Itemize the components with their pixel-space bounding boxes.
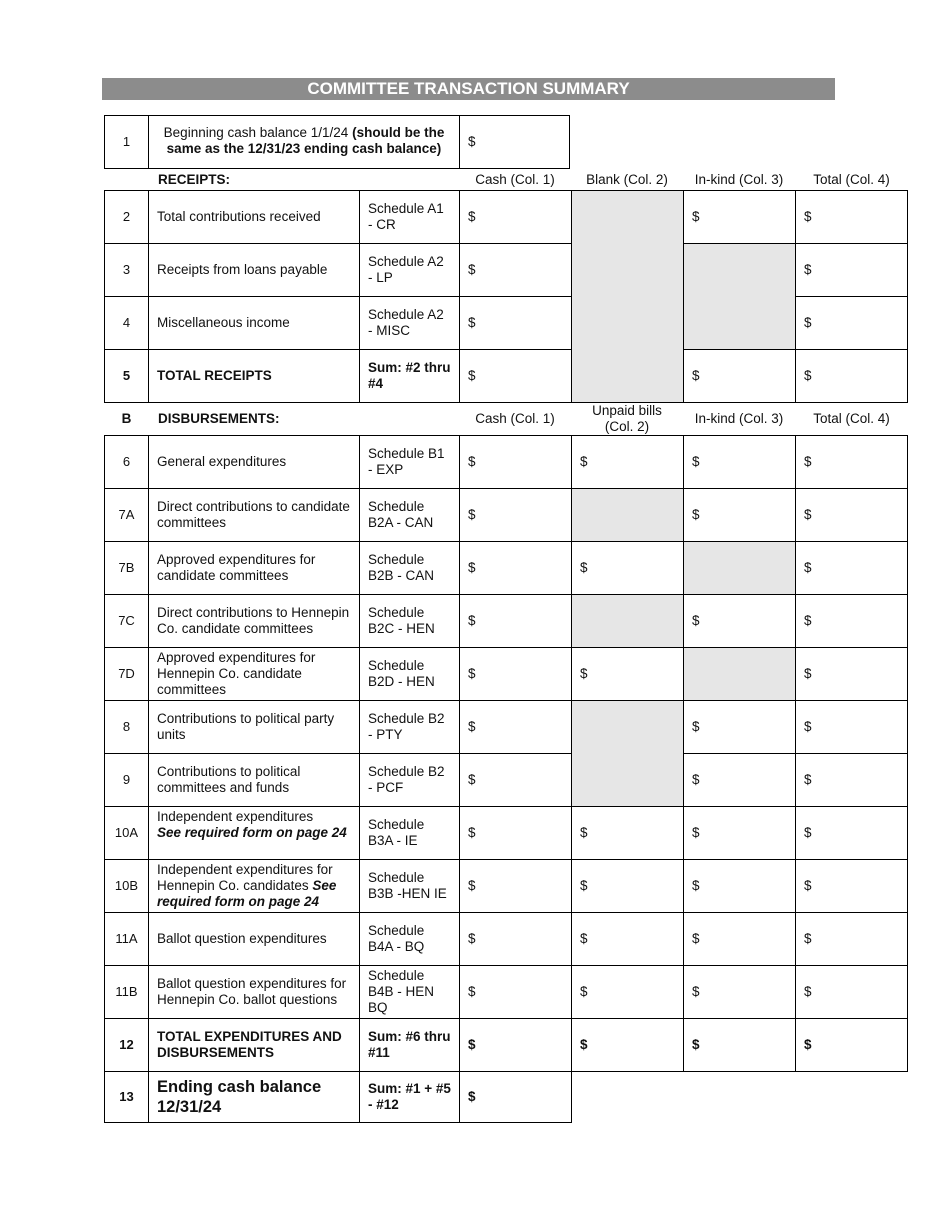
inkind-field[interactable]: $	[683, 700, 796, 754]
total-field[interactable]: $	[795, 647, 908, 701]
row-schedule: Schedule B3A - IE	[359, 806, 460, 860]
cash-field[interactable]: $	[459, 753, 572, 807]
row-label: Receipts from loans payable	[148, 243, 360, 297]
cash-field[interactable]: $	[459, 700, 572, 754]
total-field[interactable]: $	[795, 541, 908, 595]
cash-field[interactable]: $	[459, 488, 572, 542]
blank-column-shading	[571, 190, 684, 403]
ending-balance-label: Ending cash balance 12/31/24	[148, 1071, 360, 1123]
ending-balance-field[interactable]: $	[459, 1071, 572, 1123]
row-number: 10B	[104, 859, 149, 913]
row-number: 11A	[104, 912, 149, 966]
row-number: 13	[104, 1071, 149, 1123]
inkind-shading	[683, 541, 796, 595]
disbursements-section-number: B	[121, 411, 132, 426]
row-label: Contributions to political party units	[148, 700, 360, 754]
inkind-field[interactable]: $	[683, 859, 796, 913]
col-header-total: Total (Col. 4)	[813, 411, 890, 426]
row-schedule: Schedule A2 - MISC	[359, 296, 460, 350]
col-header-cash: Cash (Col. 1)	[475, 411, 555, 426]
row-label: Direct contributions to candidate committees	[148, 488, 360, 542]
unpaid-field[interactable]: $	[571, 541, 684, 595]
unpaid-field[interactable]: $	[571, 435, 684, 489]
total-field[interactable]: $	[795, 806, 908, 860]
total-field[interactable]: $	[795, 190, 908, 244]
cash-field[interactable]: $	[459, 594, 572, 648]
total-field[interactable]: $	[795, 1018, 908, 1072]
unpaid-field[interactable]: $	[571, 912, 684, 966]
row-schedule: Schedule A2 - LP	[359, 243, 460, 297]
cash-field[interactable]: $	[459, 243, 572, 297]
total-field[interactable]: $	[795, 700, 908, 754]
row-label: Contributions to political committees and funds	[148, 753, 360, 807]
row-label: General expenditures	[148, 435, 360, 489]
unpaid-field[interactable]: $	[571, 965, 684, 1019]
row-number: 5	[104, 349, 149, 403]
row-schedule: Schedule B1 - EXP	[359, 435, 460, 489]
total-field[interactable]: $	[795, 594, 908, 648]
row-schedule: Schedule B2 - PCF	[359, 753, 460, 807]
unpaid-shading	[571, 700, 684, 807]
row-label: Independent expenditures See required form on page 24	[148, 806, 360, 860]
unpaid-field[interactable]: $	[571, 647, 684, 701]
total-field[interactable]: $	[795, 753, 908, 807]
inkind-field[interactable]: $	[683, 435, 796, 489]
row-schedule: Schedule B2D - HEN	[359, 647, 460, 701]
unpaid-field[interactable]: $	[571, 1018, 684, 1072]
inkind-shading	[683, 243, 796, 350]
total-field[interactable]: $	[795, 859, 908, 913]
row-number: 7B	[104, 541, 149, 595]
row-schedule: Sum: #1 + #5 - #12	[359, 1071, 460, 1123]
cash-field[interactable]: $	[459, 859, 572, 913]
total-field[interactable]: $	[795, 435, 908, 489]
cash-field[interactable]: $	[459, 541, 572, 595]
unpaid-shading	[571, 488, 684, 542]
row-label: Approved expenditures for candidate committees	[148, 541, 360, 595]
row-label: Ballot question expenditures	[148, 912, 360, 966]
inkind-field[interactable]: $	[683, 753, 796, 807]
row-schedule: Sum: #6 thru #11	[359, 1018, 460, 1072]
cash-field[interactable]: $	[459, 435, 572, 489]
row-number: 9	[104, 753, 149, 807]
row-number: 6	[104, 435, 149, 489]
row-schedule: Schedule B2B - CAN	[359, 541, 460, 595]
cash-field[interactable]: $	[459, 296, 572, 350]
total-field[interactable]: $	[795, 912, 908, 966]
row-schedule: Schedule A1 - CR	[359, 190, 460, 244]
row-number: 7D	[104, 647, 149, 701]
row-number: 12	[104, 1018, 149, 1072]
row-number: 7A	[104, 488, 149, 542]
inkind-field[interactable]: $	[683, 1018, 796, 1072]
row-number: 4	[104, 296, 149, 350]
cash-field[interactable]: $	[459, 1018, 572, 1072]
row-schedule: Schedule B2A - CAN	[359, 488, 460, 542]
row-schedule: Schedule B4A - BQ	[359, 912, 460, 966]
inkind-field[interactable]: $	[683, 806, 796, 860]
row-label: Approved expenditures for Hennepin Co. candidate committees	[148, 647, 360, 701]
row-number: 10A	[104, 806, 149, 860]
row-schedule: Schedule B2 - PTY	[359, 700, 460, 754]
col-header-blank: Blank (Col. 2)	[586, 172, 668, 187]
row-label: Direct contributions to Hennepin Co. candidate committees	[148, 594, 360, 648]
cash-field[interactable]: $	[459, 965, 572, 1019]
cash-field[interactable]: $	[459, 190, 572, 244]
col-header-inkind: In-kind (Col. 3)	[694, 172, 784, 187]
page-title: COMMITTEE TRANSACTION SUMMARY	[102, 78, 835, 100]
col-header-inkind: In-kind (Col. 3)	[694, 411, 784, 426]
row-number: 2	[104, 190, 149, 244]
beginning-balance-field[interactable]: $	[459, 115, 570, 169]
row-label: TOTAL RECEIPTS	[148, 349, 360, 403]
total-field[interactable]: $	[795, 349, 908, 403]
row-number: 8	[104, 700, 149, 754]
unpaid-field[interactable]: $	[571, 859, 684, 913]
cash-field[interactable]: $	[459, 806, 572, 860]
unpaid-shading	[571, 594, 684, 648]
total-field[interactable]: $	[795, 965, 908, 1019]
row-schedule: Schedule B4B - HEN BQ	[359, 965, 460, 1019]
beginning-balance-label: Beginning cash balance 1/1/24 (should be the same as the 12/31/23 ending cash balance)	[148, 115, 460, 169]
col-header-unpaid-bills: Unpaid bills (Col. 2)	[592, 403, 662, 434]
row-label: TOTAL EXPENDITURES AND DISBURSEMENTS	[148, 1018, 360, 1072]
row-number: 7C	[104, 594, 149, 648]
disbursements-section-label: DISBURSEMENTS:	[158, 411, 280, 426]
row-label: Total contributions received	[148, 190, 360, 244]
col-header-cash: Cash (Col. 1)	[475, 172, 555, 187]
row-number: 3	[104, 243, 149, 297]
row-label: Miscellaneous income	[148, 296, 360, 350]
unpaid-field[interactable]: $	[571, 806, 684, 860]
cash-field[interactable]: $	[459, 349, 572, 403]
row-number: 1	[104, 115, 149, 169]
row-label: Independent expenditures for Hennepin Co. candidates See required form on page 24	[148, 859, 360, 913]
row-number: 11B	[104, 965, 149, 1019]
cash-field[interactable]: $	[459, 647, 572, 701]
inkind-field[interactable]: $	[683, 965, 796, 1019]
total-field[interactable]: $	[795, 243, 908, 297]
row-schedule: Schedule B3B -HEN IE	[359, 859, 460, 913]
inkind-field[interactable]: $	[683, 594, 796, 648]
row-schedule: Sum: #2 thru #4	[359, 349, 460, 403]
inkind-field[interactable]: $	[683, 912, 796, 966]
col-header-total: Total (Col. 4)	[813, 172, 890, 187]
inkind-field[interactable]: $	[683, 190, 796, 244]
receipts-section-label: RECEIPTS:	[158, 172, 231, 187]
total-field[interactable]: $	[795, 488, 908, 542]
inkind-shading	[683, 647, 796, 701]
total-field[interactable]: $	[795, 296, 908, 350]
row-schedule: Schedule B2C - HEN	[359, 594, 460, 648]
inkind-field[interactable]: $	[683, 488, 796, 542]
row-label: Ballot question expenditures for Hennepin Co. ballot questions	[148, 965, 360, 1019]
cash-field[interactable]: $	[459, 912, 572, 966]
inkind-field[interactable]: $	[683, 349, 796, 403]
